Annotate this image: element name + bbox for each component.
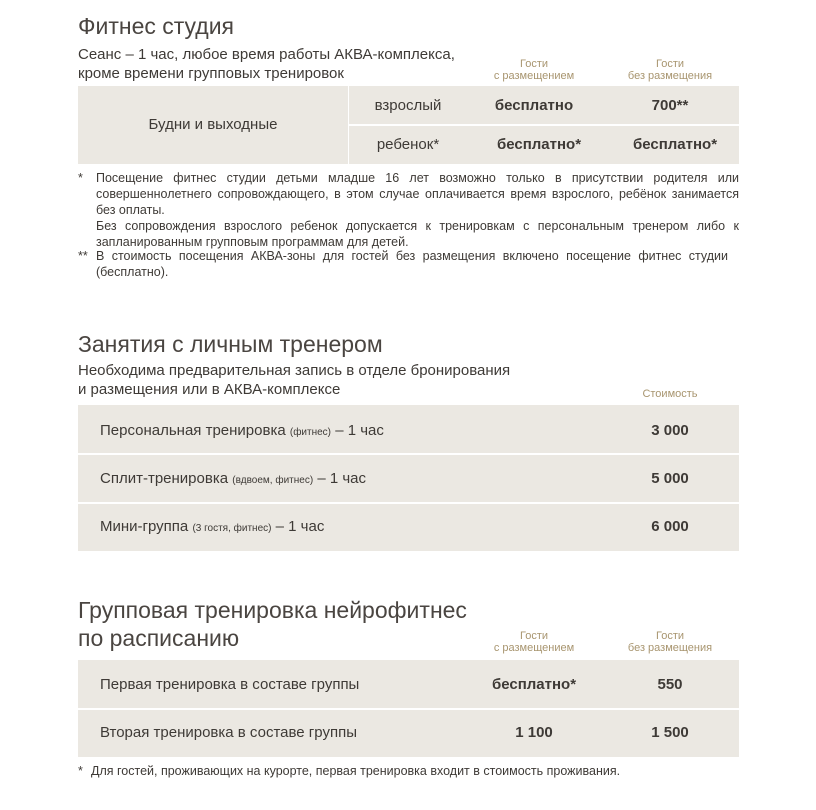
neuro-row-1-without-stay: 550 [657,676,683,693]
fitness-note-3-marker: ** [78,249,88,263]
fitness-col-without-stay: Гости без размещения [627,58,713,82]
fitness-note-1-marker: * [78,171,83,185]
trainer-row-2-price: 5 000 [651,470,689,487]
neuro-row-2-name: Вторая тренировка в составе группы [100,724,357,741]
trainer-row-2-title: Сплит-тренировка [100,470,229,487]
trainer-row-1-title: Персональная тренировка [100,422,286,439]
trainer-row-3-duration: – 1 час [275,518,325,535]
trainer-row-3-name [100,517,324,539]
fitness-adult-without-stay: 700** [651,97,689,114]
trainer-row-1-duration: – 1 час [335,422,384,439]
neuro-row-1-with-stay: бесплатно* [491,676,577,693]
fitness-child-without-stay: бесплатно* [632,136,718,153]
fitness-table-row-divider [349,124,739,126]
neuro-title: Групповая тренировка нейрофитнес по расписанию [78,597,467,651]
fitness-category-child: ребенок* [376,136,440,153]
trainer-col-price: Стоимость [642,388,698,400]
fitness-subtitle: Сеанс – 1 час, любое время работы АКВА-комплекса, кроме времени групповых тренировок [78,46,455,82]
trainer-subtitle: Необходима предварительная запись в отделе бронирования и размещения или в АКВА-комплексе [78,362,511,398]
fitness-col-with-stay: Гости с размещением [493,58,575,82]
fitness-note-3: В стоимость посещения АКВА-зоны для гостей без размещения включено посещение фитнес студии (бесплатно). [96,249,728,279]
neuro-row-1-name: Первая тренировка в составе группы [100,676,360,693]
fitness-note-1: Посещение фитнес студии детьми младше 16 лет возможно только в присутствии родителя или совершеннолетнего сопровождающего, в этом случае оплачивается время взрослого, ребёнок занимается без оплаты. [96,171,739,217]
fitness-child-with-stay: бесплатно* [496,136,582,153]
trainer-row-3-detail: (3 гостя, фитнес) [192,523,272,534]
trainer-row-1-price: 3 000 [651,422,689,439]
fitness-adult-with-stay: бесплатно [494,97,574,114]
fitness-title: Фитнес студия [78,13,235,39]
fitness-category-adult: взрослый [374,97,442,114]
neuro-row-2-with-stay: 1 100 [515,724,553,741]
trainer-row-1-name [100,421,384,443]
trainer-row-1-detail: (фитнес) [289,427,332,438]
fitness-note-2: Без сопровождения взрослого ребенок допускается к тренировкам с персональным тренером либо к запланированным групповым программам для детей. [96,219,739,249]
neuro-col-without-stay: Гости без размещения [627,630,713,654]
neuro-col-with-stay: Гости с размещением [493,630,575,654]
neuro-note: Для гостей, проживающих на курорте, первая тренировка входит в стоимость проживания. [91,764,621,778]
neuro-row-2-without-stay: 1 500 [651,724,689,741]
trainer-title: Занятия с личным тренером [78,331,383,357]
trainer-row-2-duration: – 1 час [317,470,367,487]
trainer-row-3-price: 6 000 [651,518,689,535]
trainer-row-3-title: Мини-группа [100,518,189,535]
fitness-row-label: Будни и выходные [148,116,278,133]
neuro-note-marker: * [78,764,83,778]
trainer-row-2-name [100,469,366,491]
trainer-row-2-detail: (вдвоем, фитнес) [232,475,314,486]
